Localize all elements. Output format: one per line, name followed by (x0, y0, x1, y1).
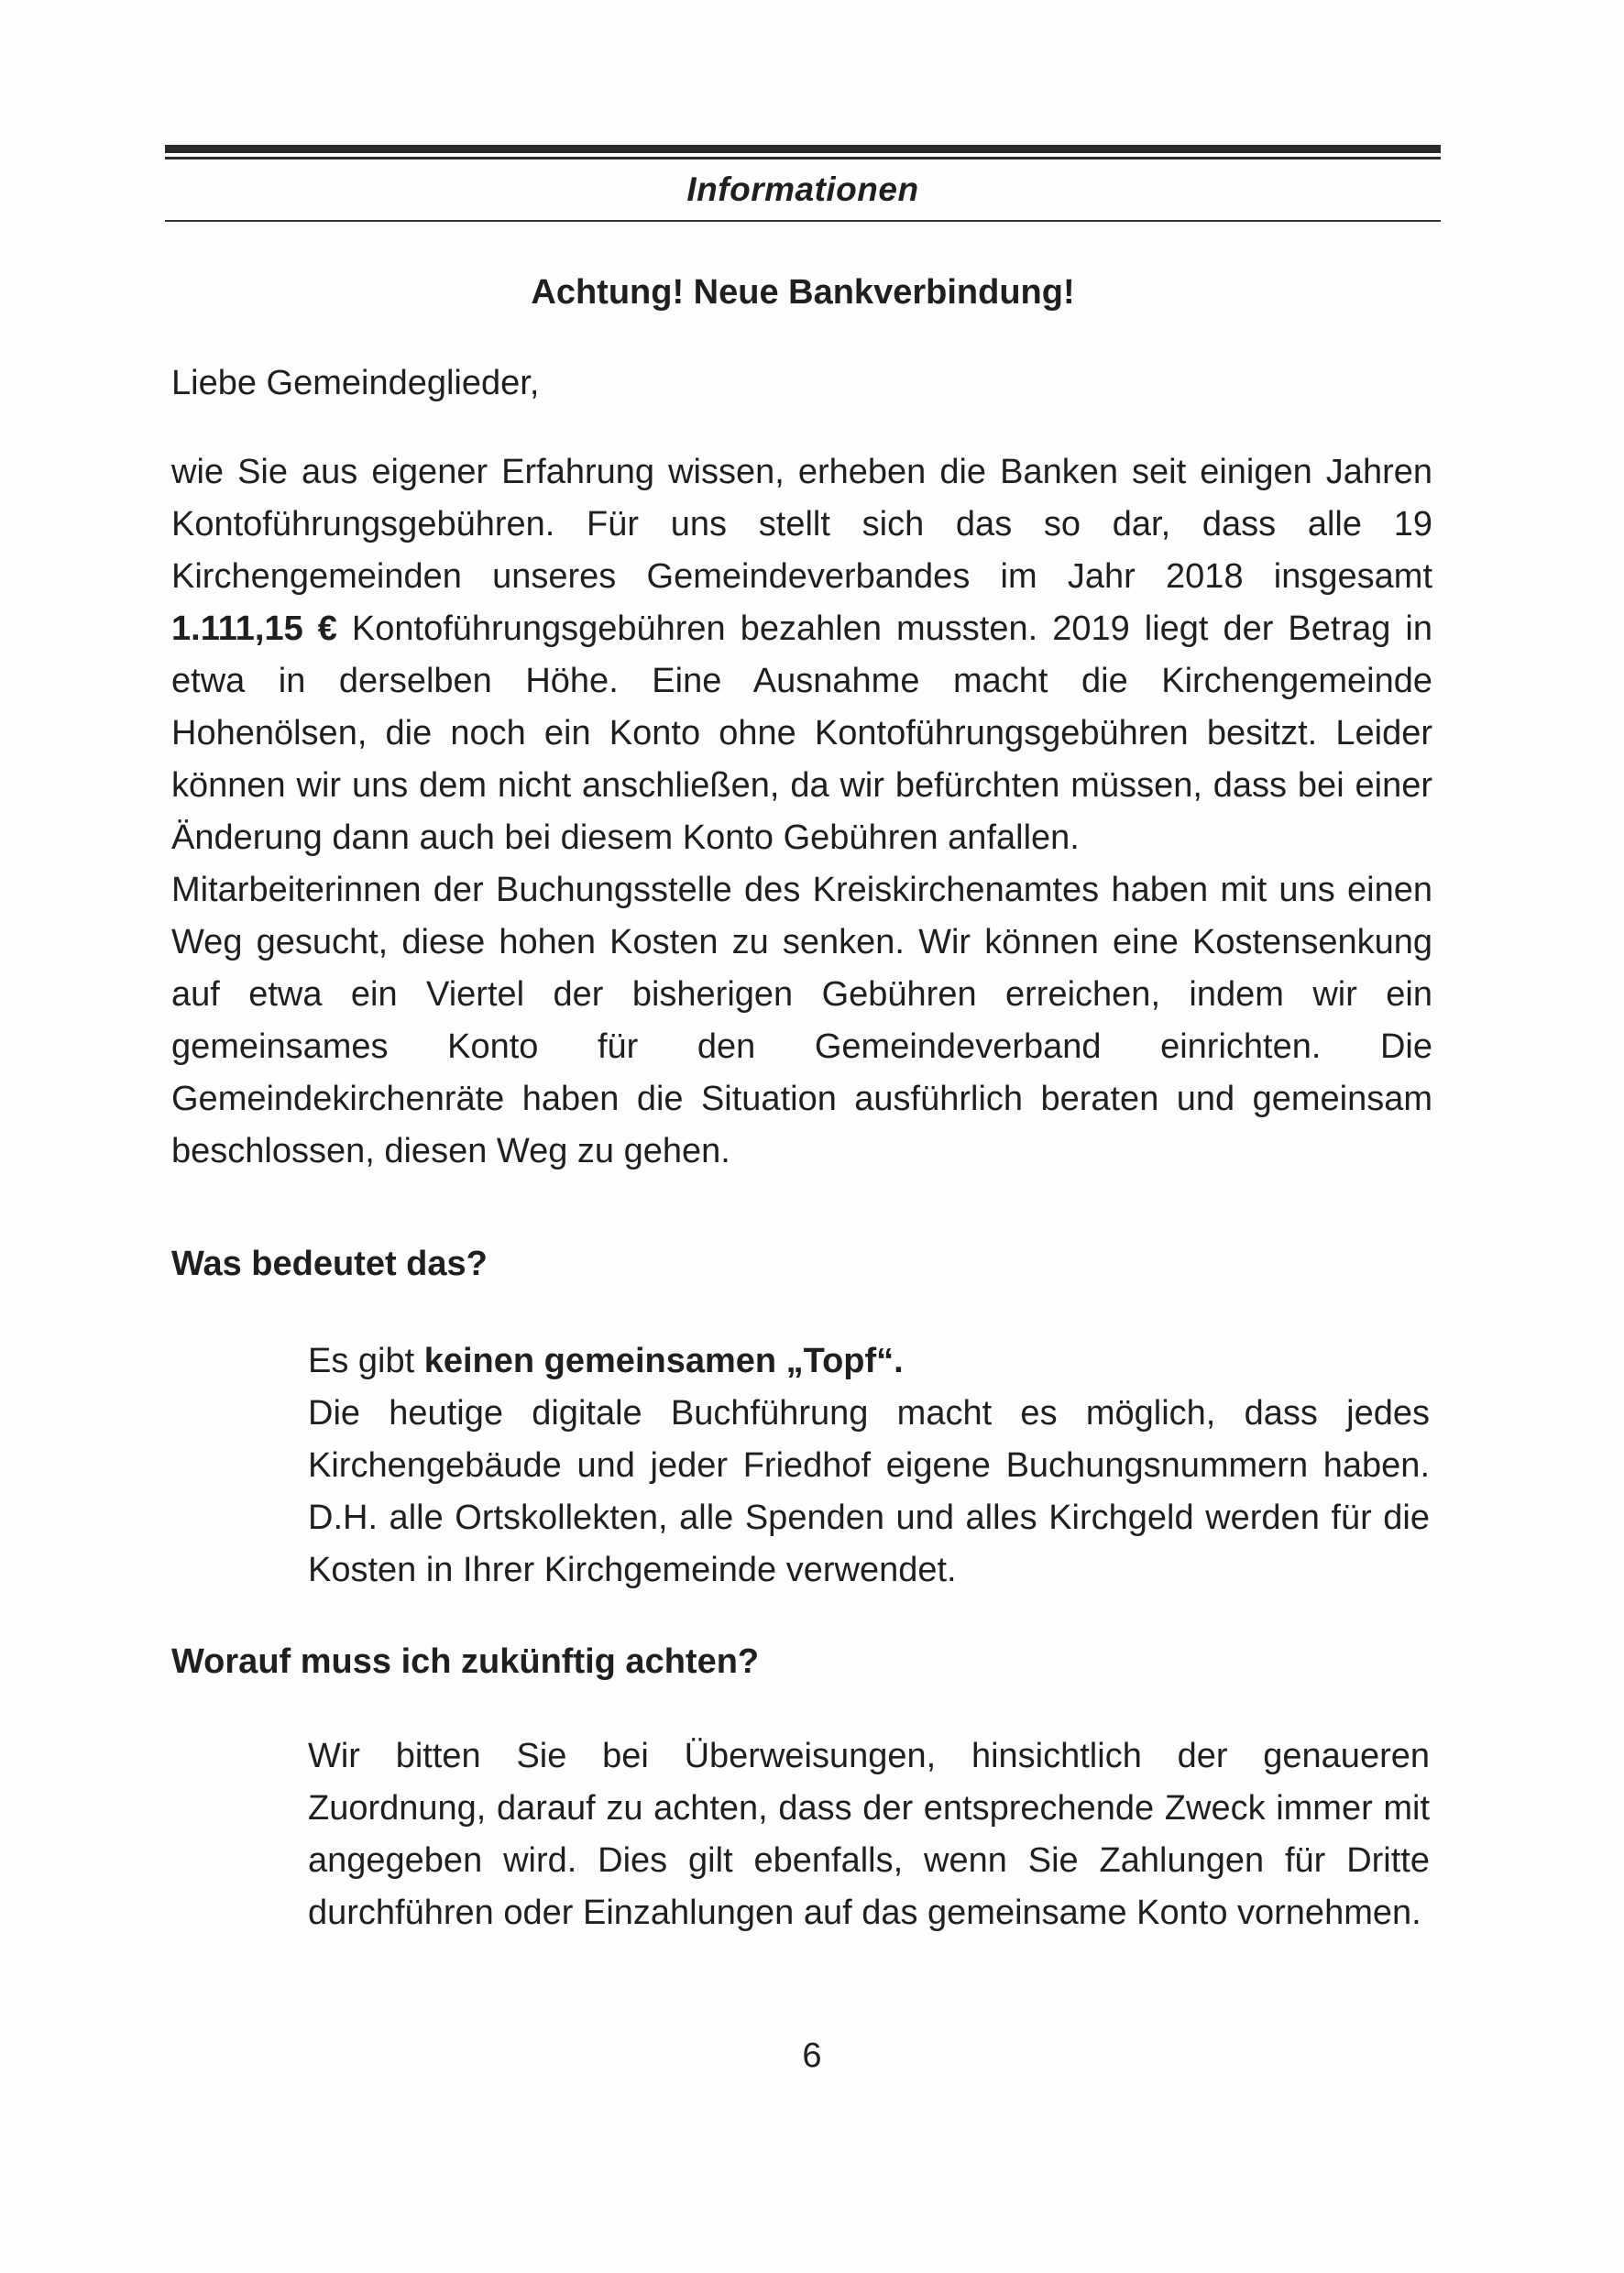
paragraph-2: Mitarbeiterinnen der Buchungsstelle des Kreiskirchenamtes haben mit uns einen Weg gesucht, diese hohen Kosten zu senken. Wir können eine Kostensenkung auf etwa ein Viertel der bisherigen Gebühren erreichen, indem wir ein gemeinsames Konto für den Gemeindeverband einrichten. Die Gemeindekirchenräte haben die Situation ausführlich beraten und gemeinsam beschlossen, diesen Weg zu gehen. (171, 871, 1432, 1170)
section-2-heading: Worauf muss ich zukünftig achten? (171, 1642, 760, 1681)
header-double-rule-thin (165, 157, 1441, 159)
article-headline: Achtung! Neue Bankverbindung! (531, 273, 1075, 312)
paragraph-1-part2: Kontoführungsgebühren bezahlen mussten. 2019 liegt der Betrag in etwa in derselben Höhe. Eine Ausnahme macht die Kirchengemeinde Hohenölsen, die noch ein Konto ohne Kontoführungsgebühren besitzt. Leider können wir uns dem nicht anschließen, da wir befürchten müssen, dass bei einer Änderung dann auch bei diesem Konto Gebühren anfallen. (171, 609, 1432, 857)
section-header-title: Informationen (686, 170, 919, 208)
section-1-lead-normal: Es gibt (308, 1342, 424, 1380)
page-number: 6 (802, 2037, 822, 2075)
header-double-rule-thick (165, 145, 1441, 153)
header-underline (165, 220, 1441, 222)
section-1-heading: Was bedeutet das? (171, 1245, 488, 1283)
section-1-paragraph: Die heutige digitale Buchführung macht es möglich, dass jedes Kirchengebäude und jeder Friedhof eigene Buchungsnummern haben. D.H. alle Ortskollekten, alle Spenden und alles Kirchgeld werden für die Kosten in Ihrer Kirchgemeinde verwendet. (308, 1394, 1430, 1589)
section-1-body (308, 1335, 1430, 1597)
fee-amount: 1.111,15 € (171, 609, 337, 648)
section-1-lead (308, 1335, 1430, 1388)
section-2-body: Wir bitten Sie bei Überweisungen, hinsichtlich der genaueren Zuordnung, darauf zu achten, dass der entsprechende Zweck immer mit angegeben wird. Dies gilt ebenfalls, wenn Sie Zahlungen für Dritte durchführen oder Einzahlungen auf das gemeinsame Konto vornehmen. (308, 1737, 1430, 1932)
greeting-text: Liebe Gemeindeglieder, (171, 364, 540, 402)
paragraph-1 (171, 446, 1432, 864)
section-1-lead-bold: keinen gemeinsamen „Topf“. (423, 1342, 904, 1380)
body-paragraphs (171, 446, 1432, 1178)
paragraph-1-part1: wie Sie aus eigener Erfahrung wissen, erheben die Banken seit einigen Jahren Kontoführungsgebühren. Für uns stellt sich das so dar, dass alle 19 Kirchengemeinden unseres Gemeindeverbandes im Jahr 2018 insgesamt (171, 453, 1432, 596)
